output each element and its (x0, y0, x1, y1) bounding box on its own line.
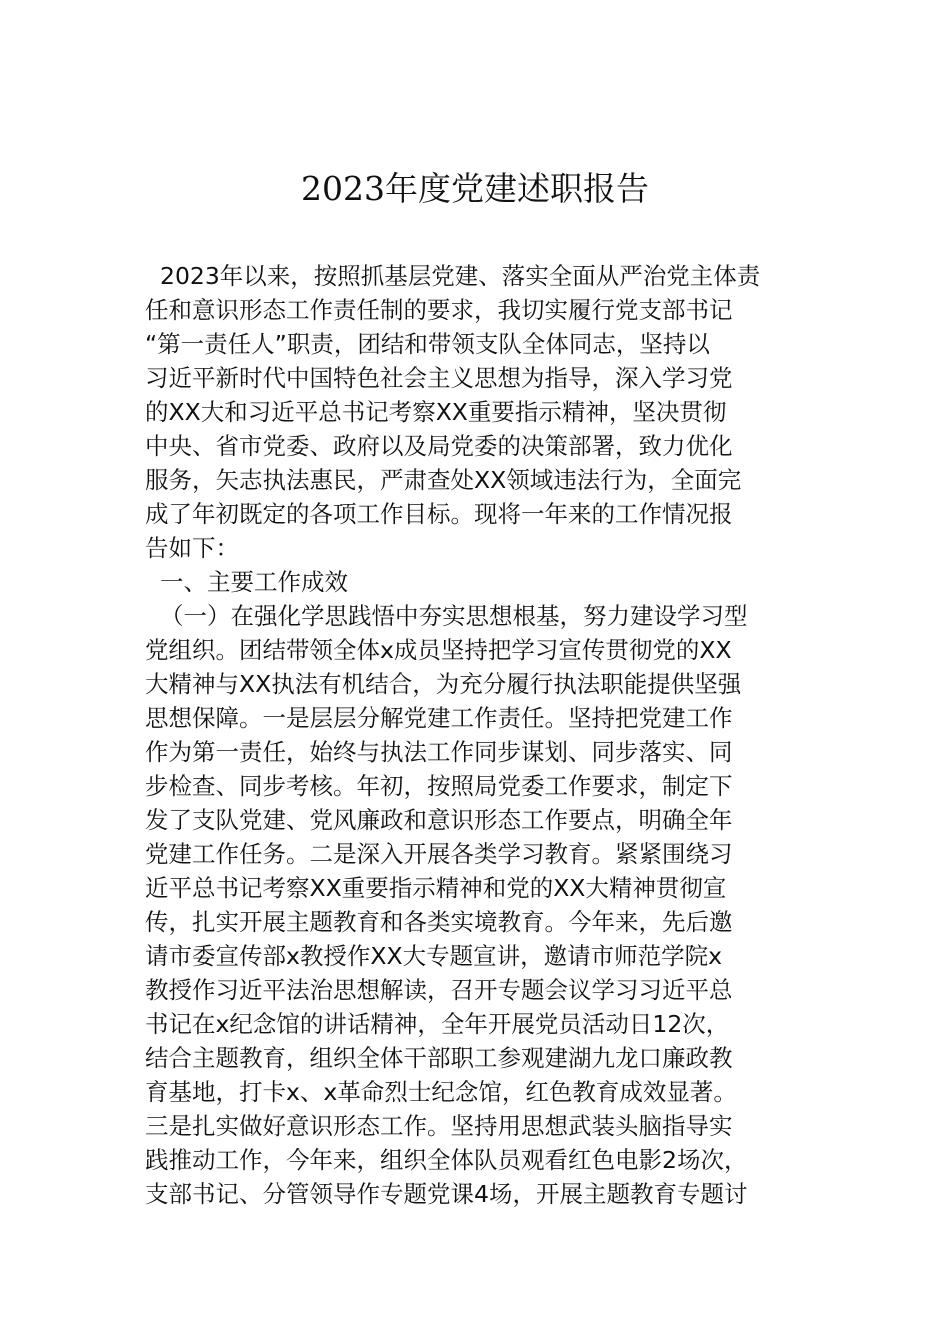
paragraph-line: 习近平新时代中国特色社会主义思想为指导，深入学习党 (145, 364, 733, 392)
document-title: 2023年度党建述职报告 (301, 169, 649, 208)
paragraph-line: 党组织。团结带领全体x成员坚持把学习宣传贯彻党的XX (145, 636, 732, 664)
paragraph-line: 中央、省市党委、政府以及局党委的决策部署，致力优化 (145, 432, 733, 460)
paragraph-line: 党建工作任务。二是深入开展各类学习教育。紧紧围绕习 (145, 840, 733, 868)
paragraph-line: 近平总书记考察XX重要指示精神和党的XX大精神贯彻宣 (145, 874, 727, 902)
paragraph-line: 告如下： (145, 534, 239, 562)
paragraph-line: 教授作习近平法治思想解读，召开专题会议学习习近平总 (145, 976, 733, 1004)
paragraph-line: 任和意识形态工作责任制的要求，我切实履行党支部书记 (145, 296, 733, 324)
paragraph-line: 践推动工作，今年来，组织全体队员观看红色电影2场次， (145, 1146, 748, 1174)
paragraph-line: （一）在强化学思践悟中夯实思想根基，努力建设学习型 (160, 602, 748, 630)
paragraph-line: 的XX大和习近平总书记考察XX重要指示精神，坚决贯彻 (145, 398, 727, 426)
paragraph-line: 作为第一责任，始终与执法工作同步谋划、同步落实、同 (145, 738, 733, 766)
paragraph-line: 请市委宣传部x教授作XX大专题宣讲，邀请市师范学院x (145, 942, 723, 970)
paragraph-line: 成了年初既定的各项工作目标。现将一年来的工作情况报 (145, 500, 733, 528)
paragraph-line: 思想保障。一是层层分解党建工作责任。坚持把党建工作 (145, 704, 733, 732)
paragraph-line: 三是扎实做好意识形态工作。坚持用思想武装头脑指导实 (145, 1112, 733, 1140)
paragraph-line: 大精神与XX执法有机结合，为充分履行执法职能提供坚强 (145, 670, 742, 698)
paragraph-line: 支部书记、分管领导作专题党课4场，开展主题教育专题讨 (145, 1180, 748, 1208)
paragraph-line: “第一责任人”职责，团结和带领支队全体同志，坚持以 (145, 330, 710, 358)
paragraph-line: 步检查、同步考核。年初，按照局党委工作要求，制定下 (145, 772, 733, 800)
paragraph-line: 发了支队党建、党风廉政和意识形态工作要点，明确全年 (145, 806, 733, 834)
paragraph-line: 书记在x纪念馆的讲话精神，全年开展党员活动日12次， (145, 1010, 730, 1038)
paragraph-line: 传，扎实开展主题教育和各类实境教育。今年来，先后邀 (145, 908, 733, 936)
paragraph-line: 服务，矢志执法惠民，严肃查处XX领域违法行为，全面完 (145, 466, 742, 494)
paragraph-line: 育基地，打卡x、x革命烈士纪念馆，红色教育成效显著。 (145, 1078, 737, 1106)
paragraph-line: 结合主题教育，组织全体干部职工参观建湖九龙口廉政教 (145, 1044, 733, 1072)
section-heading: 一、主要工作成效 (160, 568, 348, 596)
paragraph-line: 2023年以来，按照抓基层党建、落实全面从严治党主体责 (160, 262, 761, 290)
